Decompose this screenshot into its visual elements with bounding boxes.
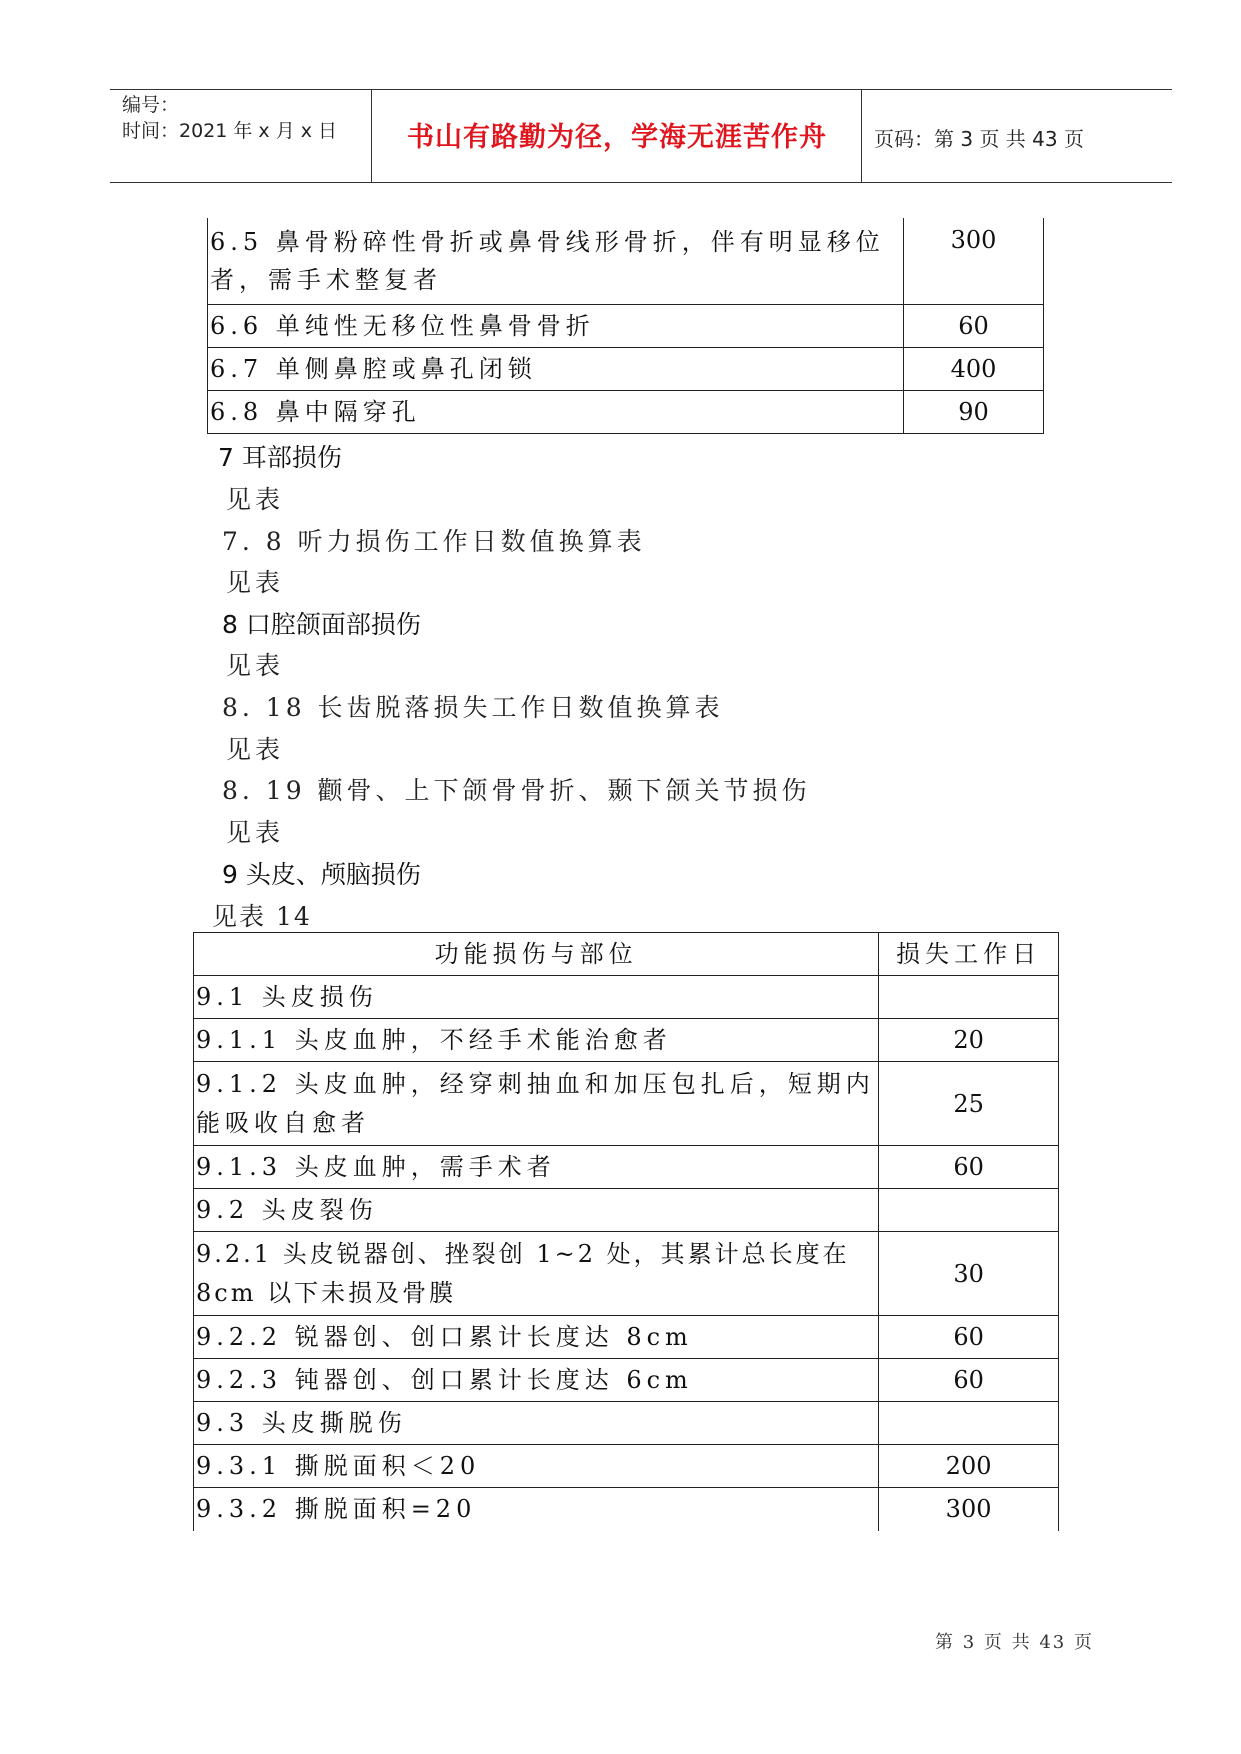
row-value: 20 bbox=[879, 1019, 1059, 1062]
table-row bbox=[194, 1019, 1059, 1062]
table-row bbox=[208, 304, 1044, 347]
row-desc: 6.5 鼻骨粉碎性骨折或鼻骨线形骨折，伴有明显移位者，需手术整复者 bbox=[208, 218, 904, 304]
header-meta bbox=[122, 92, 337, 144]
table-row bbox=[194, 1232, 1059, 1316]
section-7-8-see: 见表 bbox=[226, 568, 285, 597]
number-label: 编号： bbox=[122, 94, 180, 116]
row-value: 400 bbox=[904, 347, 1044, 390]
row-value bbox=[879, 1402, 1059, 1445]
row-desc: 9.2.1 头皮锐器创、挫裂创 1~2 处，其累计总长度在 8cm 以下未损及骨膜 bbox=[194, 1232, 879, 1316]
row-value: 30 bbox=[879, 1232, 1059, 1316]
section-8-19-see: 见表 bbox=[226, 818, 285, 847]
row-desc: 6.6 单纯性无移位性鼻骨骨折 bbox=[208, 304, 904, 347]
row-value: 200 bbox=[879, 1445, 1059, 1488]
row-value: 60 bbox=[879, 1359, 1059, 1402]
header-page-label: 页码：第 3 页 共 43 页 bbox=[874, 127, 1084, 151]
row-desc: 9.3.2 撕脱面积=20 bbox=[194, 1488, 879, 1531]
row-desc: 6.7 单侧鼻腔或鼻孔闭锁 bbox=[208, 347, 904, 390]
row-value: 90 bbox=[904, 390, 1044, 433]
row-value bbox=[879, 976, 1059, 1019]
table-row bbox=[208, 218, 1044, 304]
row-value: 25 bbox=[879, 1062, 1059, 1146]
row-value: 300 bbox=[879, 1488, 1059, 1531]
header-bottom-rule bbox=[110, 182, 1172, 183]
table-row bbox=[208, 347, 1044, 390]
section-9-title: 9 头皮、颅脑损伤 bbox=[222, 860, 421, 889]
table-row bbox=[194, 1062, 1059, 1146]
table-row bbox=[194, 1316, 1059, 1359]
section-7-see: 见表 bbox=[226, 485, 285, 514]
page-footer: 第 3 页 共 43 页 bbox=[935, 1632, 1094, 1653]
row-desc: 6.8 鼻中隔穿孔 bbox=[208, 390, 904, 433]
row-desc: 9.2 头皮裂伤 bbox=[194, 1189, 879, 1232]
header-desc: 功能损伤与部位 bbox=[194, 933, 879, 976]
table-row bbox=[194, 1359, 1059, 1402]
time-label: 时间：2021 年 x 月 x 日 bbox=[122, 120, 338, 142]
row-value: 60 bbox=[879, 1316, 1059, 1359]
row-desc: 9.3.1 撕脱面积＜20 bbox=[194, 1445, 879, 1488]
row-desc: 9.1.3 头皮血肿，需手术者 bbox=[194, 1146, 879, 1189]
row-value: 300 bbox=[904, 218, 1044, 304]
row-value: 60 bbox=[879, 1146, 1059, 1189]
table-row bbox=[194, 1402, 1059, 1445]
table-row bbox=[194, 1445, 1059, 1488]
top-table bbox=[207, 218, 1044, 434]
main-table bbox=[193, 932, 1059, 1531]
section-7-title: 7 耳部损伤 bbox=[218, 443, 342, 472]
table-row bbox=[208, 390, 1044, 433]
section-8-18-see: 见表 bbox=[226, 735, 285, 764]
row-desc: 9.2.2 锐器创、创口累计长度达 8cm bbox=[194, 1316, 879, 1359]
row-desc: 9.1.2 头皮血肿，经穿刺抽血和加压包扎后，短期内能吸收自愈者 bbox=[194, 1062, 879, 1146]
row-desc: 9.1.1 头皮血肿，不经手术能治愈者 bbox=[194, 1019, 879, 1062]
table-row bbox=[194, 1146, 1059, 1189]
section-8-title: 8 口腔颌面部损伤 bbox=[222, 610, 421, 639]
header-value: 损失工作日 bbox=[879, 933, 1059, 976]
row-desc: 9.2.3 钝器创、创口累计长度达 6cm bbox=[194, 1359, 879, 1402]
section-9-see: 见表 14 bbox=[212, 902, 312, 931]
row-desc: 9.1 头皮损伤 bbox=[194, 976, 879, 1019]
section-7-8: 7. 8 听力损伤工作日数值换算表 bbox=[222, 527, 646, 556]
table-row bbox=[194, 976, 1059, 1019]
section-8-see: 见表 bbox=[226, 651, 285, 680]
section-8-18: 8. 18 长齿脱落损失工作日数值换算表 bbox=[222, 693, 724, 722]
header-top-rule bbox=[110, 89, 1172, 90]
row-value bbox=[879, 1189, 1059, 1232]
row-value: 60 bbox=[904, 304, 1044, 347]
header-motto: 书山有路勤为径，学海无涯苦作舟 bbox=[407, 122, 827, 153]
table-row bbox=[194, 1488, 1059, 1531]
table-header-row bbox=[194, 933, 1059, 976]
section-8-19: 8. 19 颧骨、上下颌骨骨折、颞下颌关节损伤 bbox=[222, 776, 811, 805]
table-row bbox=[194, 1189, 1059, 1232]
row-desc: 9.3 头皮撕脱伤 bbox=[194, 1402, 879, 1445]
